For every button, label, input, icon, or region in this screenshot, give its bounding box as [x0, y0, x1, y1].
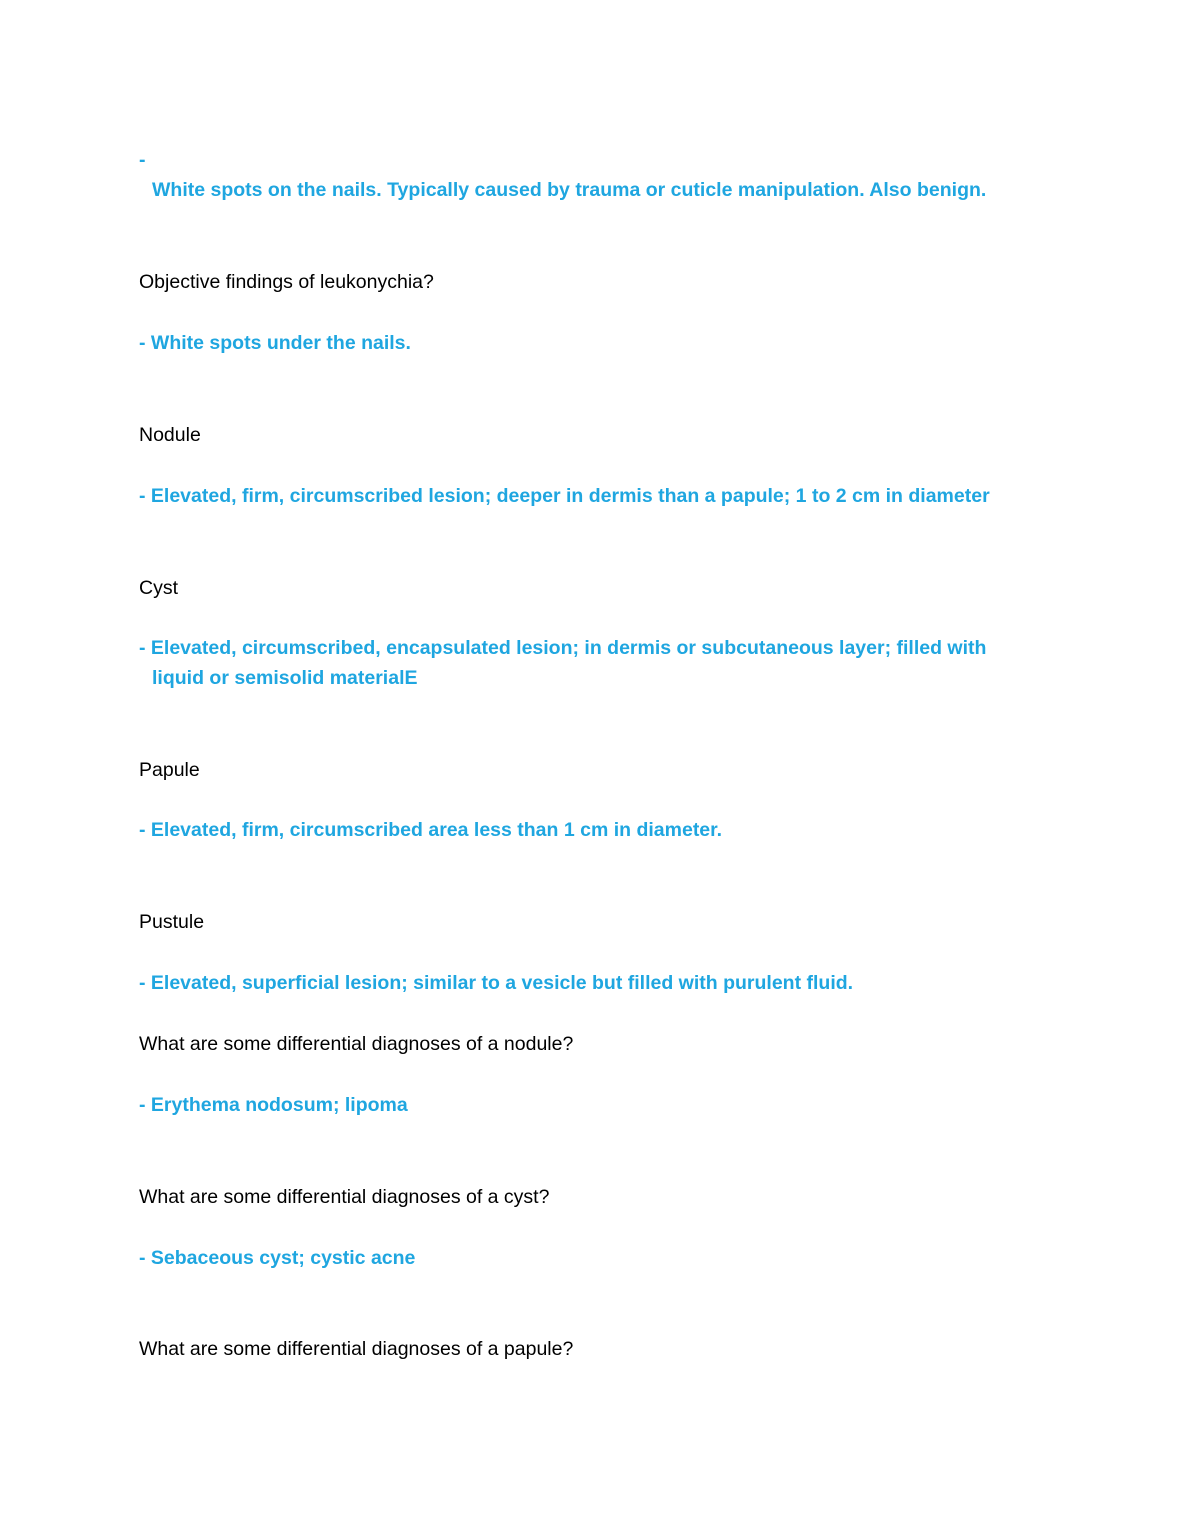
question-pustule: Pustule	[139, 911, 205, 933]
question-differential-papule: What are some differential diagnoses of a papule?	[139, 1338, 574, 1360]
answer-leukonychia-description: White spots on the nails. Typically caused by trauma or cuticle manipulation. Also benign.	[152, 179, 987, 201]
question-papule: Papule	[139, 759, 200, 781]
answer-differential-nodule: - Erythema nodosum; lipoma	[139, 1094, 408, 1116]
question-objective-findings-leukonychia: Objective findings of leukonychia?	[139, 271, 434, 293]
answer-pustule: - Elevated, superficial lesion; similar to a vesicle but filled with purulent fluid.	[139, 972, 854, 994]
question-cyst: Cyst	[139, 577, 178, 599]
answer-objective-findings-leukonychia: - White spots under the nails.	[139, 332, 411, 354]
question-differential-cyst: What are some differential diagnoses of a cyst?	[139, 1186, 550, 1208]
question-differential-nodule: What are some differential diagnoses of a nodule?	[139, 1033, 574, 1055]
answer-cyst-line-1: - Elevated, circumscribed, encapsulated lesion; in dermis or subcutaneous layer; filled with	[139, 637, 987, 659]
answer-dash: -	[139, 149, 146, 171]
answer-nodule: - Elevated, firm, circumscribed lesion; deeper in dermis than a papule; 1 to 2 cm in diameter	[139, 485, 990, 507]
answer-papule: - Elevated, firm, circumscribed area less than 1 cm in diameter.	[139, 819, 723, 841]
answer-cyst-line-2: liquid or semisolid materialE	[152, 667, 418, 689]
answer-differential-cyst: - Sebaceous cyst; cystic acne	[139, 1247, 416, 1269]
question-nodule: Nodule	[139, 424, 201, 446]
